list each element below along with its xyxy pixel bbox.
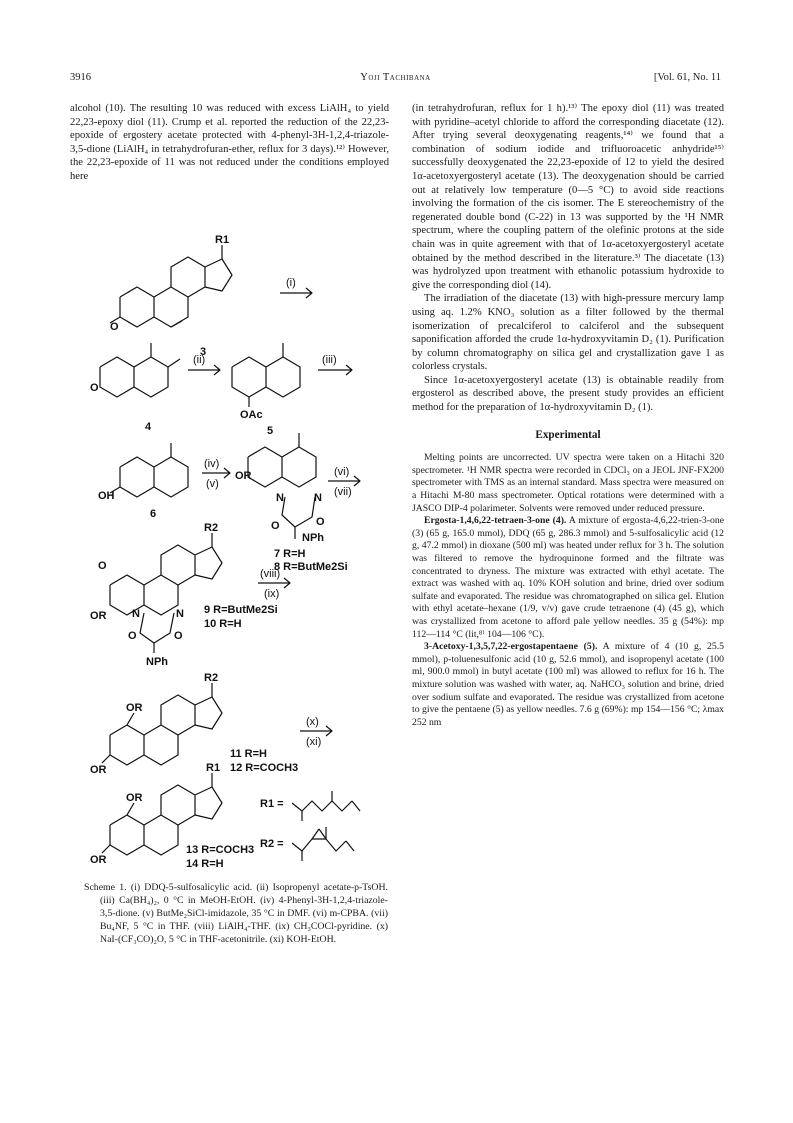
experimental-section	[412, 452, 724, 729]
compound-6-label: 6	[150, 508, 157, 520]
compound-7-o2: O	[316, 516, 325, 528]
compound-9-label: 9 R=ButMe2Si	[204, 604, 278, 616]
arrow-ii	[188, 354, 220, 375]
right-paragraph-2: The irradiation of the diacetate (13) with high-pressure mercury lamp using aq. 1.2% KNO₃ solution as a filter followed by the thermal isomerization of precalciferol to calciferol and the subsequent saponification afforded the crude 1α-hydroxyvitamin D₂ (1). Purification by column chromatography on silica gel and crystallization gave 1 as colorless crystals.	[412, 293, 724, 373]
arrow-iii-label: (iii)	[322, 354, 337, 366]
compound-5-structure	[232, 343, 300, 437]
compound-3-label: 3	[200, 346, 207, 358]
compound-13-r1: R1	[206, 762, 221, 774]
compound-7-8-structure	[235, 433, 348, 573]
compound-9-n2: N	[176, 608, 184, 620]
compound-7-o1: O	[271, 520, 280, 532]
scheme-caption	[84, 882, 388, 947]
arrow-i-label: (i)	[286, 277, 296, 289]
left-column	[70, 102, 389, 184]
compound-3-oxo: O	[110, 321, 119, 333]
compound-9-epoxide-o: O	[98, 560, 107, 572]
compound-9-nph: NPh	[146, 656, 168, 668]
compound-4-label: 4	[145, 421, 152, 433]
page-number: 3916	[70, 72, 91, 83]
right-column	[412, 102, 724, 729]
compound-11-or-bottom: OR	[90, 764, 107, 776]
compound-9-o2: O	[174, 630, 183, 642]
compound-5-procedure: A mixture of 4 (10 g, 25.5 mmol), p-toluenesulfonic acid (10 g, 52.6 mmol), and isopropenyl acetate (100 ml, 900.0 mmol) in butyl acetate (100 ml) was allowed to reflux for 16 h. The mixture solution was washed with water, aq. NaHCO₃ solution and brine, dried over sodium sulfate and evaporated. The residue was crystallized from acetone to give the pentaene (5) as yellow needles. 7.6 g (69%): mp 154—156 °C; λmax 252 nm	[412, 641, 724, 728]
experimental-compound-5	[412, 641, 724, 729]
compound-7-n1: N	[276, 492, 284, 504]
arrow-iii	[318, 354, 352, 375]
compound-3-r1: R1	[215, 235, 230, 246]
arrow-x-label: (x)	[306, 716, 319, 728]
compound-6-structure	[98, 443, 188, 520]
compound-6-hydroxyl: OH	[98, 490, 115, 502]
compound-7-n2: N	[314, 492, 322, 504]
compound-13-or-bottom: OR	[90, 854, 107, 866]
arrow-iv-label: (iv)	[204, 458, 220, 470]
compound-13-or-top: OR	[126, 792, 143, 804]
side-chain-r1-label: R1 =	[260, 798, 284, 810]
compound-7-nph: NPh	[302, 532, 324, 544]
left-paragraph-1: alcohol (10). The resulting 10 was reduced with excess LiAlH₄ to yield 22,23-epoxy diol (11). Crump et al. reported the reduction of the 22,23-epoxide of ergostery acetate protected with 4-phenyl-3H-1,2,4-triazole-3,5-dione (LiAlH₄ in tetrahydrofuran-ether, reflux for 3 days).¹²⁾ However, the 22,23-epoxide of 11 was not reduced under the conditions employed here	[70, 103, 389, 182]
compound-11-or-top: OR	[126, 702, 143, 714]
compound-5-label: 5	[267, 425, 274, 437]
arrow-iv-v	[202, 458, 230, 490]
experimental-compound-4	[412, 515, 724, 641]
compound-9-10-structure	[90, 522, 281, 668]
side-chain-definitions	[260, 791, 360, 861]
compound-7-or: OR	[235, 470, 252, 482]
arrow-vi-label: (vi)	[334, 466, 350, 478]
reaction-scheme	[90, 235, 390, 875]
arrow-ix-label: (ix)	[264, 588, 280, 600]
side-chain-r2-label: R2 =	[260, 838, 284, 850]
compound-5-heading: 3-Acetoxy-1,3,5,7,22-ergostapentaene (5).	[424, 641, 598, 653]
compound-3-structure	[110, 235, 232, 358]
compound-4-oxo: O	[90, 382, 99, 394]
page-header	[70, 72, 721, 86]
compound-13-14-structure	[90, 762, 254, 870]
compound-5-acetate: OAc	[240, 409, 263, 421]
compound-4-procedure: A mixture of ergosta-4,6,22-trien-3-one (3) (65 g, 165.0 mmol), DDQ (65 g, 286.3 mmol) and 5-sulfosalicylic acid (12 g, 47.2 mmol) in dioxane (500 ml) was heated under reflux for 3 h. The solution was filtered to remove the hydroquinone formed and the filtrate was concentrated to dryness. The mixture was extracted with ethyl acetate. The extract was washed with aq. 10% KOH solution and brine, dried over sodium sulfate and evaporated. The residue was chromatographed on silica gel. Elution with ethyl acetate–hexane (1/9, v/v) gave crude tetraenone (4) (45 g), which was crystallized from acetone to afford pale yellow needles. 35 g (54%): mp 112—114 °C (lit,⁸⁾ 104—106 °C).	[412, 515, 724, 640]
compound-11-r2: R2	[204, 672, 219, 684]
compound-11-12-structure	[90, 672, 298, 776]
right-paragraph-3: Since 1α-acetoxyergosteryl acetate (13) is obtainable readily from ergosterol as described above, the present study provides an efficient method for the preparation of 1α-hydroxyvitamin D₂ (1).	[412, 374, 724, 414]
journal-volume: [Vol. 61, No. 11	[653, 72, 721, 83]
compound-9-o1: O	[128, 630, 137, 642]
compound-7-label: 7 R=H	[274, 548, 306, 560]
compound-4-heading: Ergosta-1,4,6,22-tetraen-3-one (4).	[424, 515, 567, 527]
arrow-xi-label: (xi)	[306, 736, 322, 748]
compound-13-label: 13 R=COCH3	[186, 844, 255, 856]
arrow-vii-label: (vii)	[334, 486, 352, 498]
arrow-viii-label: (viii)	[260, 568, 281, 580]
arrow-i	[280, 277, 312, 298]
compound-11-label: 11 R=H	[230, 748, 267, 760]
arrow-ii-label: (ii)	[193, 354, 206, 366]
experimental-heading: Experimental	[535, 428, 601, 441]
compound-12-label: 12 R=COCH3	[230, 762, 299, 774]
arrow-v-label: (v)	[206, 478, 219, 490]
arrow-vi-vii	[328, 466, 360, 498]
experimental-general: Melting points are uncorrected. UV spectra were taken on a Hitachi 320 spectrometer. ¹H NMR spectra were recorded in CDCl₃ on a JEOL JNF-FX200 spectrometer with TMS as an internal standard. Mass spectra were measured on a Hitachi M-80 mass spectrometer. Optical rotations were determined with a JASCO DIP-4 polarimeter. Solvents were removed under reduced pressure.	[412, 452, 724, 514]
compound-9-or: OR	[90, 610, 107, 622]
compound-8-label: 8 R=ButMe2Si	[274, 561, 348, 573]
scheme-caption-text: Scheme 1. (i) DDQ-5-sulfosalicylic acid. (ii) Isopropenyl acetate-p-TsOH. (iii) Ca(BH₄)₂, 0 °C in MeOH-EtOH. (iv) 4-Phenyl-3H-1,2,4-triazole-3,5-dione. (v) ButMe₂SiCl-imidazole, 35 °C in DMF. (vi) m-CPBA. (vii) Bu₄NF, 5 °C in THF. (viii) LiAlH₄-THF. (ix) CH₃COCl-pyridine. (x) NaI-(CF₃CO)₂O, 5 °C in THF-acetonitrile. (xi) KOH-EtOH.	[84, 882, 388, 945]
compound-9-r2: R2	[204, 522, 219, 534]
compound-9-n1: N	[132, 608, 140, 620]
compound-4-structure	[90, 343, 180, 433]
running-author: Yoji Tachibana	[360, 72, 431, 83]
arrow-x-xi	[300, 716, 332, 748]
compound-10-label: 10 R=H	[204, 618, 242, 630]
right-paragraph-1: (in tetrahydrofuran, reflux for 1 h).¹³⁾ The epoxy diol (11) was treated with pyridine–acetyl chloride to afford the corresponding diacetate (12). After trying several deoxygenating reagents,¹⁴⁾ we found that a combination of sodium iodide and trifluoroacetic anhydride¹⁵⁾ successfully deoxygenated the 22,23-epoxide of 12 to yield the desired 1α-acetoxyergosteryl acetate (13). The deoxygenation should be carried out at relatively low temperature (0—5 °C) to avoid side reactions involving the formation of the cis isomer. The E stereochemistry of the regenerated double bond (C-22) in 13 was supported by the ¹H NMR spectrum, where the coupling pattern of the olefinic protons at the side chain was in quite agreement with that of 1α-acetoxyergosteryl acetate obtained by the method described in the literature.³⁾ The diacetate (13) was hydrolyzed upon treatment with ethanolic potassium hydroxide to give the corresponding diol (14).	[412, 103, 724, 291]
compound-14-label: 14 R=H	[186, 858, 224, 870]
